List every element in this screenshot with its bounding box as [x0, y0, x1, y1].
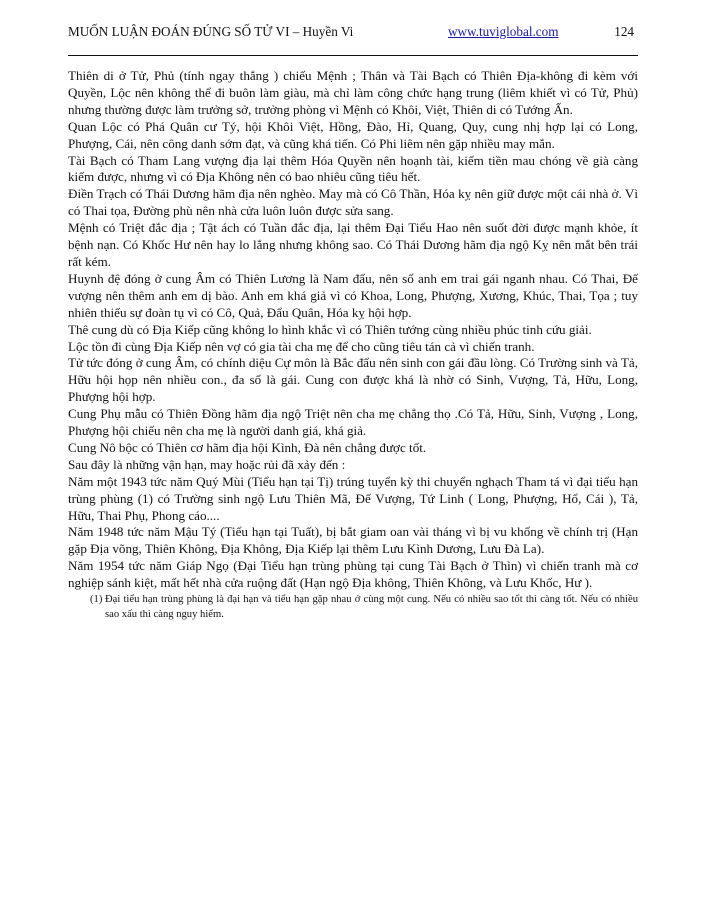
paragraph: Năm 1948 tức năm Mậu Tý (Tiểu hạn tại Tuất), bị bắt giam oan vài tháng vì bị vu khống về chính trị (Hạn gặp Địa võng, Thiên Không, Địa Không, Địa Kiếp lại thêm Lưu Kình Dương, Lưu Đà La).: [68, 524, 638, 557]
paragraph: Cung Nô bộc có Thiên cơ hãm địa hội Kình, Đà nên chẳng được tốt.: [68, 439, 427, 455]
page-header: [68, 22, 638, 42]
footnote-text: Đại tiểu hạn trùng phùng là đại hạn và tiểu hạn gặp nhau ở cùng một cung. Nếu có nhiều sao tốt thì càng tốt. Nếu có nhiều sao xấu thì càng nguy hiểm.: [105, 594, 638, 621]
body-text: [68, 68, 638, 622]
header-title: MUỐN LUẬN ĐOÁN ĐÚNG SỐ TỬ VI – Huyền Vi: [68, 24, 354, 39]
paragraph: Sau đây là những vận hạn, may hoặc rủi đã xảy đến :: [68, 456, 346, 472]
footnote-marker: (1): [90, 594, 103, 606]
paragraph: Lộc tồn đi cùng Địa Kiếp nên vợ có gia tài cha mẹ để cho cũng tiêu tán cả vì chiến tranh.: [68, 338, 535, 354]
paragraph: Tài Bạch có Tham Lang vượng địa lại thêm Hóa Quyền nên hoạnh tài, kiếm tiền mau chóng về già càng kiếm được, nhưng vì có Địa Không nên có bao nhiêu cũng tiêu hết.: [68, 152, 638, 185]
paragraph: Điền Trạch có Thái Dương hãm địa nên nghèo. May mà có Cô Thần, Hóa kỵ nên giữ được một cái nhà ở. Vì có Thai tọa, Đường phù nên nhà cửa luôn luôn được sửa sang.: [68, 186, 638, 219]
page-number: 124: [614, 24, 634, 39]
paragraph: Năm một 1943 tức năm Quý Mùi (Tiểu hạn tại Tị) trúng tuyển kỳ thi chuyển nghạch Tham tá vì đại tiểu hạn trùng phùng (1) có Trường sinh ngộ Lưu Thiên Mã, Đế Vượng, Tứ Linh ( Long, Phượng, Hổ, Cái ), Tả, Hữu, Thai Phụ, Phong cáo....: [68, 473, 638, 523]
header-divider: [68, 55, 638, 56]
paragraph: Năm 1954 tức năm Giáp Ngọ (Đại Tiểu hạn trùng phùng tại cung Tài Bạch ở Thìn) vì chiến tranh mà cơ nghiệp sánh kiệt, mất hết nhà cửa ruộng đất (Hạn ngộ Địa không, Thiên Không, và Lưu Khốc, Hư ).: [68, 558, 638, 591]
paragraph: Quan Lộc có Phá Quân cư Tý, hội Khôi Việt, Hồng, Đào, Hỉ, Quang, Quy, cung nhị hợp lại có Long, Phượng, Cái, nên công danh sớm đạt, và cũng khá tiến. Có Phi liêm nên gặp nhiều may mắn.: [68, 118, 638, 151]
paragraph: Cung Phụ mẫu có Thiên Đồng hãm địa ngộ Triệt nên cha mẹ chẳng thọ .Có Tả, Hữu, Sinh, Vượng , Long, Phượng hội chiếu nên cha mẹ là người danh giá, khá giả.: [68, 406, 638, 439]
paragraph: Thiên di ở Tử, Phủ (tính ngay thẳng ) chiếu Mệnh ; Thân và Tài Bạch có Thiên Địa-không đi kèm với Quyền, Lộc nên không thể đi buôn làm giàu, mà chỉ làm công chức hạng trung (liêm khiết vì có Tử, Phủ) nhưng thường được làm trưởng sở, trưởng phòng vì Mệnh có Khôi, Việt, Thiên di có Tướng Ấn.: [68, 68, 638, 117]
header-url-link[interactable]: www.tuviglobal.com: [448, 24, 559, 39]
paragraph: Tử tức đóng ở cung Âm, có chính diệu Cự môn là Bắc đẩu nên sinh con gái đầu lòng. Có Trường sinh và Tả, Hữu hội họp nên nhiều con., đa số là gái. Cung con được khá là nhờ có Sinh, Vượng, Tả, Hữu, Long, Phượng hội hợp.: [68, 355, 638, 405]
paragraph: Mệnh có Triệt đắc địa ; Tật ách có Tuần đắc địa, lại thêm Đại Tiểu Hao nên suốt đời được mạnh khỏe, ít bệnh nạn. Có Khốc Hư nên hay lo lắng nhưng không sao. Có Thái Dương hãm địa ngộ Kỵ nên mắt bên trái rất kém.: [68, 220, 638, 269]
paragraph: Huynh đệ đóng ở cung Âm có Thiên Lương là Nam đẩu, nên số anh em trai gái nganh nhau. Có Thai, Đế vượng nên thêm anh em dị bào. Anh em khá giả vì có Khoa, Long, Phượng, Xương, Khúc, Thai, Tọa ; tuy nhiên thiếu sự đoàn tụ vì có Cô, Quả, Đẩu Quân, Hóa kỵ hội hợp.: [68, 270, 638, 320]
paragraph: Thê cung dù có Địa Kiếp cũng không lo hình khắc vì có Thiên tướng cùng nhiều phúc tinh cứu giải.: [68, 321, 592, 337]
footnote: [68, 592, 638, 622]
